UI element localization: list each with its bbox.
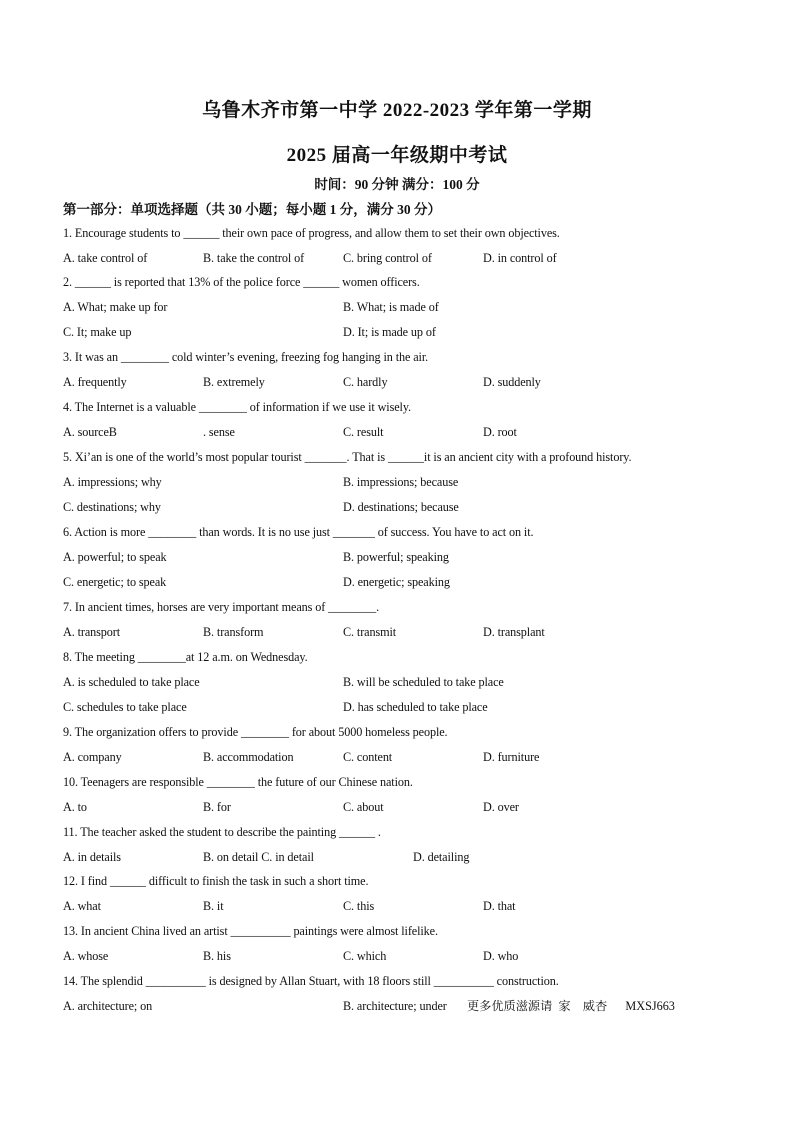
question-5-option-b: B. impressions; because <box>343 475 459 489</box>
question-8-stem: 8. The meeting ________at 12 a.m. on Wednesday. <box>63 650 308 664</box>
question-6-option-d: D. energetic; speaking <box>343 575 450 589</box>
question-4-stem: 4. The Internet is a valuable ________ of information if we use it wisely. <box>63 400 411 414</box>
question-2-option-a: A. What; make up for <box>63 300 168 314</box>
question-13-stem: 13. In ancient China lived an artist __________ paintings were almost lifelike. <box>63 924 438 938</box>
exam-title-line2: 2025 届高一年级期中考试 <box>286 145 508 166</box>
question-7-option-b: B. transform <box>203 625 264 639</box>
question-14-option-b: B. architecture; under <box>343 999 447 1013</box>
question-4-option-b: . sense <box>203 425 235 439</box>
question-12-stem: 12. I find ______ difficult to finish the task in such a short time. <box>63 874 369 888</box>
question-6-option-a: A. powerful; to speak <box>63 550 167 564</box>
question-12-option-d: D. that <box>483 899 516 913</box>
question-13-option-d: D. who <box>483 949 519 963</box>
question-1-option-b: B. take the control of <box>203 251 305 265</box>
question-4-option-c: C. result <box>343 425 384 439</box>
question-8-option-d: D. has scheduled to take place <box>343 700 488 714</box>
question-8-option-b: B. will be scheduled to take place <box>343 675 504 689</box>
question-9-stem: 9. The organization offers to provide ________ for about 5000 homeless people. <box>63 725 448 739</box>
question-14-stem: 14. The splendid __________ is designed by Allan Stuart, with 18 floors still __________ construction. <box>63 974 559 988</box>
question-10-stem: 10. Teenagers are responsible ________ the future of our Chinese nation. <box>63 775 413 789</box>
question-3-stem: 3. It was an ________ cold winter’s evening, freezing fog hanging in the air. <box>63 350 429 364</box>
question-9-option-a: A. company <box>63 750 122 764</box>
question-3-option-b: B. extremely <box>203 375 265 389</box>
question-2-option-d: D. It; is made up of <box>343 325 436 339</box>
question-12-option-b: B. it <box>203 899 224 913</box>
question-9-option-d: D. furniture <box>483 750 540 764</box>
question-13-option-b: B. his <box>203 949 231 963</box>
question-11-option-d: D. detailing <box>413 850 470 864</box>
question-8-option-a: A. is scheduled to take place <box>63 675 200 689</box>
exam-time-score: 时间：90 分钟 满分：100 分 <box>314 177 480 192</box>
section-title: 第一部分：单项选择题（共 30 小题；每小题 1 分，满分 30 分） <box>63 202 441 217</box>
question-4-option-a: A. sourceB <box>63 425 117 439</box>
question-10-option-a: A. to <box>63 800 87 814</box>
question-5-option-d: D. destinations; because <box>343 500 459 514</box>
question-8-option-c: C. schedules to take place <box>63 700 187 714</box>
question-11-option-bc: B. on detail C. in detail <box>203 850 314 864</box>
question-6-option-b: B. powerful; speaking <box>343 550 449 564</box>
question-1-stem: 1. Encourage students to ______ their own pace of progress, and allow them to set their own objectives. <box>63 226 560 240</box>
question-10-option-c: C. about <box>343 800 384 814</box>
question-11-stem: 11. The teacher asked the student to describe the painting ______ . <box>63 825 381 839</box>
question-3-option-a: A. frequently <box>63 375 127 389</box>
question-3-option-c: C. hardly <box>343 375 388 389</box>
question-2-option-c: C. It; make up <box>63 325 132 339</box>
question-9-option-c: C. content <box>343 750 393 764</box>
question-6-option-c: C. energetic; to speak <box>63 575 167 589</box>
question-2-option-b: B. What; is made of <box>343 300 439 314</box>
question-10-option-d: D. over <box>483 800 519 814</box>
question-11-option-a: A. in details <box>63 850 121 864</box>
question-5-option-a: A. impressions; why <box>63 475 162 489</box>
question-7-option-a: A. transport <box>63 625 121 639</box>
question-1-option-c: C. bring control of <box>343 251 432 265</box>
question-3-option-d: D. suddenly <box>483 375 541 389</box>
question-7-stem: 7. In ancient times, horses are very important means of ________. <box>63 600 380 614</box>
question-10-option-b: B. for <box>203 800 231 814</box>
footer-watermark-note: 更多优质滋源请 家 威杏 MXSJ663 <box>467 999 675 1013</box>
question-7-option-d: D. transplant <box>483 625 545 639</box>
question-13-option-c: C. which <box>343 949 387 963</box>
question-14-option-a: A. architecture; on <box>63 999 153 1013</box>
exam-title-line1: 乌鲁木齐市第一中学 2022-2023 学年第一学期 <box>202 100 592 121</box>
question-12-option-a: A. what <box>63 899 101 913</box>
question-2-stem: 2. ______ is reported that 13% of the police force ______ women officers. <box>63 275 420 289</box>
question-4-option-d: D. root <box>483 425 517 439</box>
question-6-stem: 6. Action is more ________ than words. It is no use just _______ of success. You have to act on it. <box>63 525 534 539</box>
question-9-option-b: B. accommodation <box>203 750 294 764</box>
question-1-option-a: A. take control of <box>63 251 148 265</box>
question-5-stem: 5. Xi’an is one of the world’s most popular tourist _______. That is ______it is an ancient city with a profound history. <box>63 450 632 464</box>
question-5-option-c: C. destinations; why <box>63 500 161 514</box>
question-1-option-d: D. in control of <box>483 251 557 265</box>
question-13-option-a: A. whose <box>63 949 109 963</box>
question-12-option-c: C. this <box>343 899 375 913</box>
question-7-option-c: C. transmit <box>343 625 397 639</box>
